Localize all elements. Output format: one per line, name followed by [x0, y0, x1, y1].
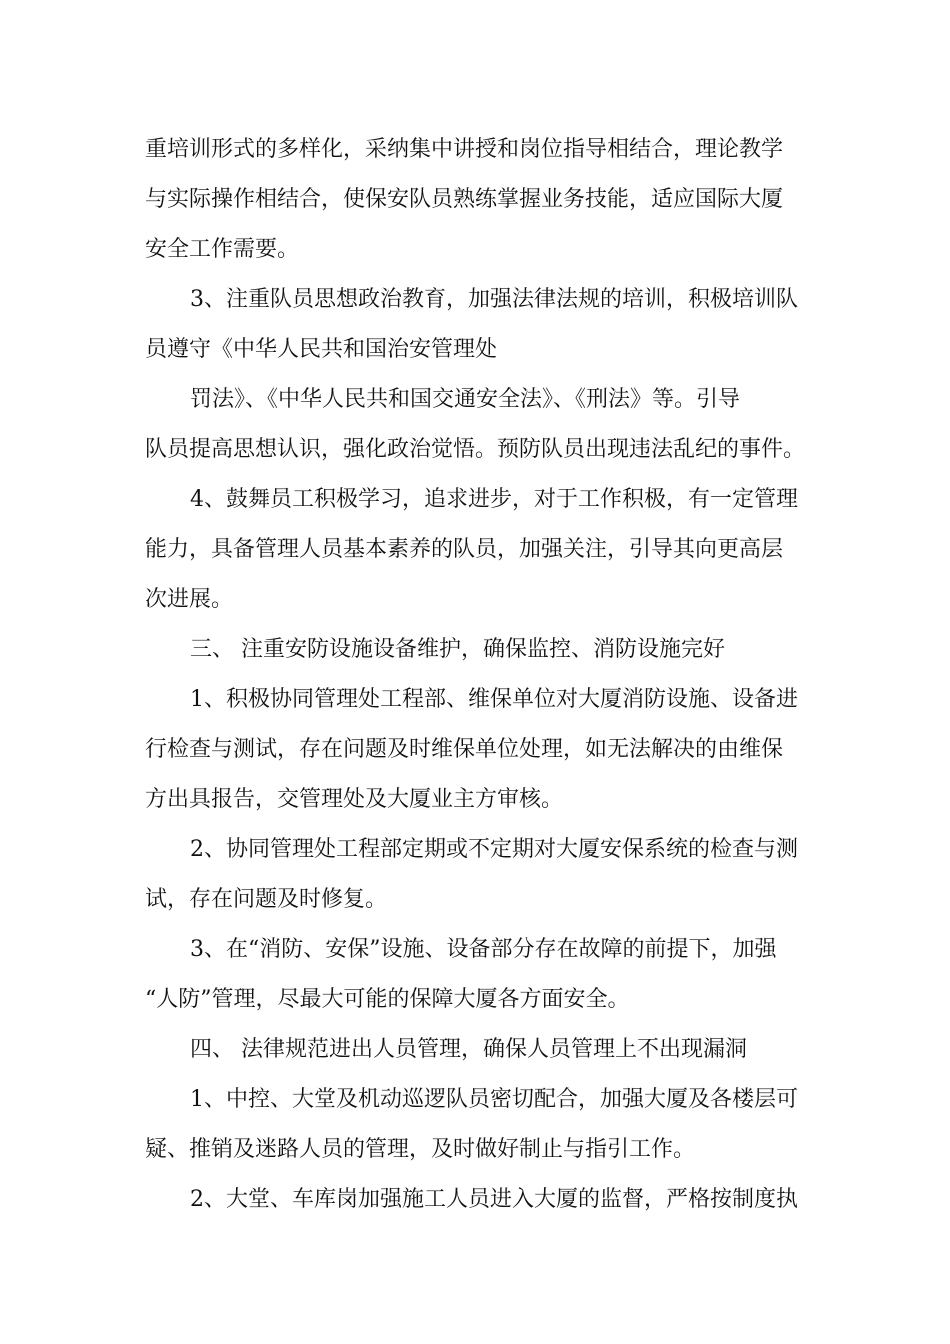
- text-line: 4、鼓舞员工积极学习，追求进步，对于工作积极，有一定管理: [190, 487, 798, 512]
- section-heading: 四、 法律规范进出人员管理，确保人员管理上不出现漏洞: [190, 1037, 747, 1062]
- text-line: 次进展。: [145, 587, 234, 612]
- text-line: 方出具报告，交管理处及大厦业主方审核。: [145, 787, 564, 812]
- text-line: 3、注重队员思想政治教育，加强法律法规的培训，积极培训队: [190, 287, 798, 312]
- text-line: 员遵守《中华人民共和国治安管理处: [145, 337, 498, 362]
- text-line: 试，存在问题及时修复。: [145, 887, 388, 912]
- text-line: 1、中控、大堂及机动巡逻队员密切配合，加强大厦及各楼层可: [190, 1087, 798, 1112]
- text-line: “人防”管理，尽最大可能的保障大厦各方面安全。: [145, 987, 630, 1012]
- text-line: 能力，具备管理人员基本素养的队员，加强关注，引导其向更高层: [145, 537, 784, 562]
- text-line: 疑、推销及迷路人员的管理，及时做好制止与指引工作。: [145, 1137, 696, 1162]
- text-line: 与实际操作相结合，使保安队员熟练掌握业务技能，适应国际大厦: [145, 187, 784, 212]
- text-line: 安全工作需要。: [145, 237, 300, 262]
- text-line: 重培训形式的多样化，采纳集中讲授和岗位指导相结合，理论教学: [145, 137, 784, 162]
- text-line: 队员提高思想认识，强化政治觉悟。预防队员出现违法乱纪的事件。: [145, 437, 806, 462]
- text-line: 3、在“消防、安保”设施、设备部分存在故障的前提下，加强: [190, 937, 777, 962]
- text-line: 2、大堂、车库岗加强施工人员进入大厦的监督，严格按制度执: [190, 1187, 798, 1212]
- text-line: 行检查与测试，存在问题及时维保单位处理，如无法解决的由维保: [145, 737, 784, 762]
- text-line: 1、积极协同管理处工程部、维保单位对大厦消防设施、设备进: [190, 687, 798, 712]
- text-line: 2、协同管理处工程部定期或不定期对大厦安保系统的检查与测: [190, 837, 798, 862]
- section-heading: 三、 注重安防设施设备维护，确保监控、消防设施完好: [190, 637, 725, 662]
- text-line: 罚法》、《中华人民共和国交通安全法》、《刑法》等。引导: [190, 387, 741, 412]
